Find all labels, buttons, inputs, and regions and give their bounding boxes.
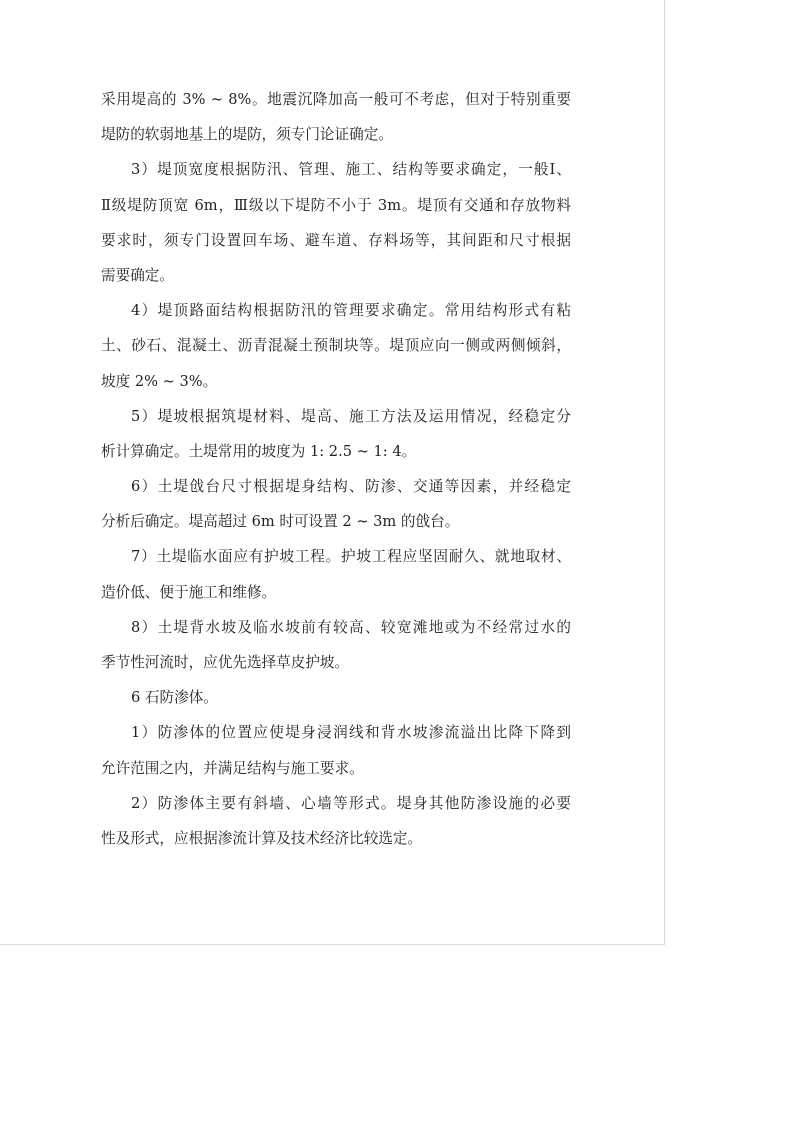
text-line-21: 2）防渗体主要有斜墙、心墙等形式。堤身其他防渗设施的必要 — [131, 794, 571, 812]
text-line-1: 采用堤高的 3% ~ 8%。地震沉降加高一般可不考虑，但对于特别重要 — [101, 91, 571, 108]
text-line-8: 土、砂石、混凝土、沥青混凝土预制块等。堤顶应向一侧或两侧倾斜， — [101, 337, 571, 355]
text-line-15: 造价低、便于施工和维修。 — [101, 583, 277, 601]
text-line-10: 5）堤坡根据筑堤材料、堤高、施工方法及运用情况，经稳定分 — [131, 407, 571, 425]
text-line-14: 7）土堤临水面应有护坡工程。护坡工程应坚固耐久、就地取材、 — [131, 548, 571, 566]
text-line-5: 要求时，须专门设置回车场、避车道、存料场等，其间距和尺寸根据 — [101, 231, 571, 249]
text-line-20: 允许范围之内，并满足结构与施工要求。 — [101, 759, 364, 777]
text-line-4: Ⅱ级堤防顶宽 6m，Ⅲ级以下堤防不小于 3m。堤顶有交通和存放物料 — [101, 196, 571, 214]
text-line-7: 4）堤顶路面结构根据防汛的管理要求确定。常用结构形式有粘 — [131, 302, 571, 320]
text-line-9: 坡度 2% ~ 3%。 — [101, 372, 218, 390]
text-line-22: 性及形式，应根据渗流计算及技术经济比较选定。 — [101, 829, 423, 847]
text-line-2: 堤防的软弱地基上的堤防，须专门论证确定。 — [101, 126, 393, 144]
text-line-6: 需要确定。 — [101, 266, 174, 284]
section-heading: 6 石防渗体。 — [131, 689, 218, 707]
text-line-13: 分析后确定。堤高超过 6m 时可设置 2 ~ 3m 的戗台。 — [101, 513, 460, 531]
text-line-3: 3）堤顶宽度根据防汛、管理、施工、结构等要求确定，一般Ⅰ、 — [131, 161, 571, 179]
text-line-16: 8）土堤背水坡及临水坡前有较高、较宽滩地或为不经常过水的 — [131, 618, 571, 636]
page-body — [101, 86, 571, 860]
text-line-17: 季节性河流时，应优先选择草皮护坡。 — [101, 654, 350, 671]
text-line-12: 6）土堤戗台尺寸根据堤身结构、防渗、交通等因素，并经稳定 — [131, 478, 571, 496]
text-line-11: 析计算确定。土堤常用的坡度为 1: 2.5 ~ 1: 4。 — [101, 442, 417, 460]
text-line-19: 1）防渗体的位置应使堤身浸润线和背水坡渗流溢出比降下降到 — [131, 724, 571, 742]
